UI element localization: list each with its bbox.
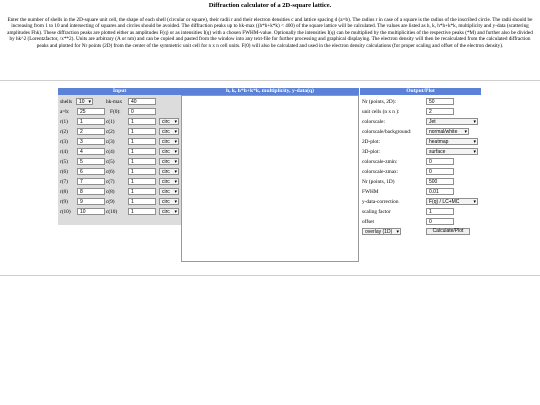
nr2d-label: Nr (points, 2D): (362, 99, 396, 105)
colorbg-row (360, 127, 481, 137)
shape-value: circ (162, 189, 170, 195)
radius-input[interactable]: 5 (77, 158, 105, 165)
ab-input[interactable]: 25 (77, 108, 105, 115)
radius-label: r(6) (60, 169, 68, 175)
radius-label: r(2) (60, 129, 68, 135)
density-label: c(2) (106, 129, 115, 135)
chevron-down-icon: ▾ (174, 139, 177, 145)
chevron-down-icon: ▾ (396, 229, 399, 235)
density-label: c(3) (106, 139, 115, 145)
density-input[interactable]: 1 (128, 188, 156, 195)
density-input[interactable]: 1 (128, 148, 156, 155)
input-header: Input (58, 88, 181, 95)
zmax-input[interactable]: 0 (426, 168, 454, 175)
radius-label: r(5) (60, 159, 68, 165)
action-row (360, 227, 481, 237)
density-label: c(4) (106, 149, 115, 155)
density-input[interactable]: 1 (128, 128, 156, 135)
output-header: Output/Plot (360, 88, 481, 95)
density-label: c(10) (106, 209, 118, 215)
plot2d-row (360, 137, 481, 147)
description-text: Enter the number of shells in the 2D-square unit cell, the shape of each shell (circular or square), their radii r and their electron densities c and lattice spacing d (a=b). The radius r in case of a square is the radius of the inscribed circle. The radii should be increasing from 1 to 10 and intersecting of squares and circles should be avoided. The diffraction peaks up to hk-max ((h*h+k*k) < 400) of the square lattice will be calculated. The values are listed as h, k, h*h+k*k, multiplicity and y-data (scattering amplitudes Fhk). These diffraction peaks are plotted either as amplitudes F(q) or as intensities I(q) with a chosen FWHM-value. Optionally the intensities I(q) can be multiplied by the multiplicities of the respective peaks (*M) and further also be divided by hk^2 (Lorentzfactor, /x**2). Units are arbitrary (A or nm) and can be copied and pasted from the window into any text-file for further processing and graphical displaying. The electron density will then be recalculated from the calculated diffraction peaks and plotted for Nr points (2D) from the center of the symmetric unit cell for n x n cell units. F(0) will also be calculated and used in the electron density calculations (for proper scaling and offset of the electron density). (7, 17, 533, 49)
density-label: c(7) (106, 179, 115, 185)
data-output-textarea[interactable] (181, 95, 359, 262)
f0-input[interactable]: 0 (128, 108, 156, 115)
radius-label: r(1) (60, 119, 68, 125)
radius-input[interactable]: 7 (77, 178, 105, 185)
hkmax-input[interactable]: 40 (128, 98, 156, 105)
shape-select[interactable] (159, 208, 179, 215)
radius-label: r(3) (60, 139, 68, 145)
input-panel (58, 95, 181, 225)
chevron-down-icon: ▾ (174, 189, 177, 195)
shape-select[interactable] (159, 128, 179, 135)
fwhm-label: FWHM (362, 189, 379, 195)
unitcells-input[interactable]: 2 (426, 108, 454, 115)
nr1d-label: Nr (points, 1D) (362, 179, 395, 185)
zmin-row (360, 157, 481, 167)
f0-label: F(0): (110, 109, 121, 115)
calculate-plot-button[interactable]: Calculate/Plot (426, 228, 470, 235)
shape-select[interactable] (159, 138, 179, 145)
plot3d-row (360, 147, 481, 157)
density-label: c(9) (106, 199, 115, 205)
nr2d-row (360, 97, 481, 107)
plot3d-select[interactable] (426, 148, 478, 155)
density-input[interactable]: 1 (128, 158, 156, 165)
ycorr-row (360, 197, 481, 207)
data-header: h, k, h*h+k*k, multiplicity, y-data(q) (181, 88, 359, 95)
shape-value: circ (162, 149, 170, 155)
shape-value: circ (162, 159, 170, 165)
fwhm-row (360, 187, 481, 197)
scaling-input[interactable]: 1 (426, 208, 454, 215)
offset-label: offset (362, 219, 374, 225)
radius-input[interactable]: 10 (77, 208, 105, 215)
chevron-down-icon: ▾ (88, 99, 91, 105)
colorbg-value: normal/white (429, 129, 458, 135)
divider (0, 275, 540, 276)
offset-row (360, 217, 481, 227)
density-input[interactable]: 1 (128, 208, 156, 215)
plot2d-label: 2D-plot: (362, 139, 380, 145)
plot2d-select[interactable] (426, 138, 478, 145)
radius-input[interactable]: 8 (77, 188, 105, 195)
shape-select[interactable] (159, 148, 179, 155)
density-input[interactable]: 1 (128, 168, 156, 175)
radius-label: r(8) (60, 189, 68, 195)
shells-label: shells (60, 99, 73, 105)
ab-label: a=b: (60, 109, 70, 115)
radius-input[interactable]: 1 (77, 118, 105, 125)
shells-value: 10 (79, 99, 85, 105)
unitcells-label: unit cells (n x n ): (362, 109, 400, 115)
density-label: c(5) (106, 159, 115, 165)
density-input[interactable]: 1 (128, 198, 156, 205)
shape-select[interactable] (159, 118, 179, 125)
shape-select[interactable] (159, 168, 179, 175)
chevron-down-icon: ▾ (174, 149, 177, 155)
zmax-label: colorscale-zmax: (362, 169, 399, 175)
zmax-row (360, 167, 481, 177)
density-label: c(8) (106, 189, 115, 195)
shape-value: circ (162, 169, 170, 175)
shape-value: circ (162, 119, 170, 125)
shape-value: circ (162, 179, 170, 185)
radius-label: r(4) (60, 149, 68, 155)
plot3d-label: 3D-plot: (362, 149, 380, 155)
radius-input[interactable]: 2 (77, 128, 105, 135)
overlay-select[interactable] (362, 228, 401, 235)
shape-select[interactable] (159, 188, 179, 195)
shape-value: circ (162, 139, 170, 145)
shape-select[interactable] (159, 198, 179, 205)
colorscale-value: Jet (429, 119, 436, 125)
shape-value: circ (162, 129, 170, 135)
colorbg-select[interactable] (426, 128, 469, 135)
chevron-down-icon: ▾ (473, 149, 476, 155)
colorscale-select[interactable] (426, 118, 478, 125)
chevron-down-icon: ▾ (174, 119, 177, 125)
ycorr-select[interactable] (426, 198, 478, 205)
colorscale-label: colorscale: (362, 119, 385, 125)
zmin-label: colorscale-zmin: (362, 159, 398, 165)
output-panel (360, 95, 481, 240)
plot3d-value: surface (429, 149, 446, 155)
zmin-input[interactable]: 0 (426, 158, 454, 165)
chevron-down-icon: ▾ (464, 129, 467, 135)
chevron-down-icon: ▾ (473, 139, 476, 145)
unitcells-row (360, 107, 481, 117)
density-label: c(6) (106, 169, 115, 175)
colorbg-label: colorscale/background: (362, 129, 412, 135)
density-input[interactable]: 1 (128, 138, 156, 145)
density-input[interactable]: 1 (128, 178, 156, 185)
nr2d-input[interactable]: 50 (426, 98, 454, 105)
chevron-down-icon: ▾ (473, 199, 476, 205)
radius-input[interactable]: 6 (77, 168, 105, 175)
scaling-label: scaling factor (362, 209, 391, 215)
radius-label: r(7) (60, 179, 68, 185)
ycorr-label: y-data-correction (362, 199, 399, 205)
fwhm-input[interactable]: 0.01 (426, 188, 454, 195)
chevron-down-icon: ▾ (174, 199, 177, 205)
divider (0, 80, 540, 81)
shape-select[interactable] (159, 178, 179, 185)
density-label: c(1) (106, 119, 115, 125)
nr1d-row (360, 177, 481, 187)
colorscale-row (360, 117, 481, 127)
radius-label: r(10) (60, 209, 71, 215)
scaling-row (360, 207, 481, 217)
chevron-down-icon: ▾ (174, 169, 177, 175)
nr1d-input[interactable]: 500 (426, 178, 454, 185)
radius-input[interactable]: 9 (77, 198, 105, 205)
overlay-value: overlay (1D) (365, 229, 393, 235)
density-input[interactable]: 1 (128, 118, 156, 125)
shells-select[interactable] (76, 98, 93, 105)
radius-input[interactable]: 3 (77, 138, 105, 145)
shape-value: circ (162, 199, 170, 205)
chevron-down-icon: ▾ (174, 209, 177, 215)
plot2d-value: heatmap (429, 139, 449, 145)
page-title: Diffraction calculator of a 2D-square lattice. (208, 2, 332, 9)
chevron-down-icon: ▾ (174, 129, 177, 135)
shape-value: circ (162, 209, 170, 215)
radius-input[interactable]: 4 (77, 148, 105, 155)
shape-select[interactable] (159, 158, 179, 165)
hkmax-label: hk-max (106, 99, 123, 105)
radius-label: r(9) (60, 199, 68, 205)
ycorr-value: F(q) / LC+MC (429, 199, 460, 205)
offset-input[interactable]: 0 (426, 218, 454, 225)
chevron-down-icon: ▾ (174, 159, 177, 165)
chevron-down-icon: ▾ (174, 179, 177, 185)
chevron-down-icon: ▾ (473, 119, 476, 125)
